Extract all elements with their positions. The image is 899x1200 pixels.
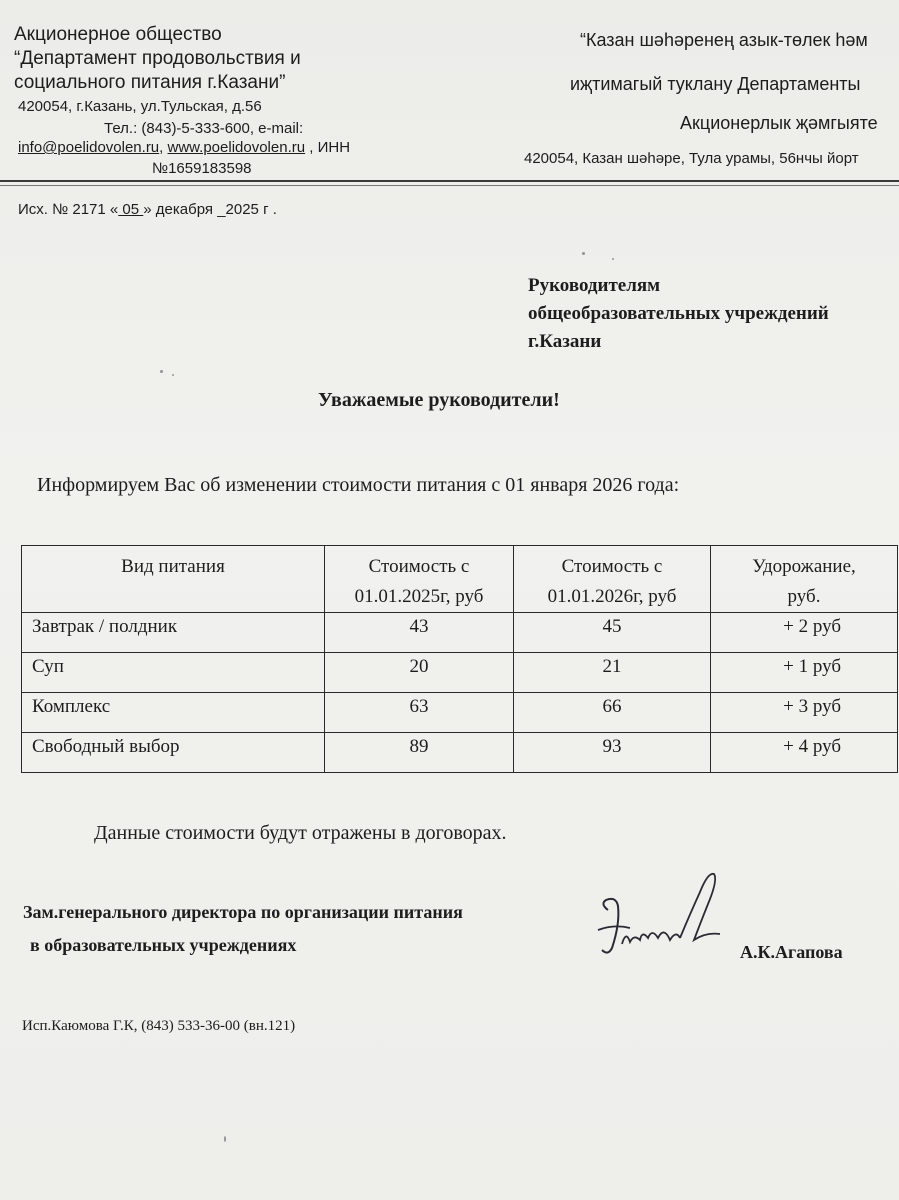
table-header-cell — [22, 546, 325, 613]
executor-contact: Исп.Каюмова Г.К, (843) 533-36-00 (вн.121) — [22, 1018, 296, 1034]
increase-cell: + 4 руб — [711, 733, 898, 773]
inn-label: , ИНН — [305, 139, 351, 156]
org-name-tatar-line3: Акционерлык җәмгыяте — [680, 113, 878, 133]
website-link[interactable]: www.poelidovolen.ru — [167, 139, 306, 156]
new-price-cell: 66 — [514, 693, 711, 733]
org-name-tatar-line2: иҗтимагый туклану Департаменты — [570, 74, 861, 94]
logo-fragment — [32, 0, 76, 10]
price-table — [21, 545, 898, 773]
note-text: Данные стоимости будут отражены в договорах. — [94, 822, 507, 844]
new-price-cell: 93 — [514, 733, 711, 773]
addressee-line1: Руководителям — [528, 275, 661, 296]
handwritten-signature — [596, 864, 726, 974]
old-price-cell: 63 — [325, 693, 514, 733]
new-price-cell: 45 — [514, 613, 711, 653]
header-text: Стоимость с — [561, 556, 663, 577]
org-address-tatar: 420054, Казан шәһәре, Тула урамы, 56нчы йорт — [524, 150, 859, 167]
old-price-cell: 43 — [325, 613, 514, 653]
addressee-line3: г.Казани — [528, 331, 602, 352]
email-link[interactable]: info@poelidovolen.ru — [18, 139, 160, 156]
org-name-tatar-line1: “Казан шәһәренең азык-төлек һәм — [580, 30, 868, 50]
meal-type-cell: Свободный выбор — [22, 733, 325, 773]
paper-speck — [160, 370, 163, 373]
header-text: Вид питания — [121, 556, 225, 577]
header-text: Стоимость с — [368, 556, 470, 577]
paper-speck — [172, 374, 174, 376]
increase-cell: + 3 руб — [711, 693, 898, 733]
paper-speck — [582, 252, 585, 255]
table-row — [22, 693, 898, 733]
org-phone: Тел.: (843)-5-333-600, e-mail: — [104, 120, 304, 137]
new-price-cell: 21 — [514, 653, 711, 693]
signatory-name: А.К.Агапова — [740, 942, 843, 962]
increase-cell: + 1 руб — [711, 653, 898, 693]
outgoing-number — [18, 201, 277, 218]
addressee — [528, 272, 829, 356]
table-row — [22, 613, 898, 653]
outgoing-suffix: » декабря _2025 г . — [143, 201, 277, 218]
org-address: 420054, г.Казань, ул.Тульская, д.56 — [18, 98, 262, 115]
old-price-cell: 20 — [325, 653, 514, 693]
table-header-row — [22, 546, 898, 613]
outgoing-day: 05 — [118, 201, 144, 218]
contacts-separator: , — [159, 139, 168, 156]
table-header-cell — [514, 546, 711, 613]
increase-cell: + 2 руб — [711, 613, 898, 653]
header-text: руб. — [787, 586, 821, 607]
header-text: Удорожание, — [752, 556, 856, 577]
table-header-cell — [711, 546, 898, 613]
header-text: 01.01.2025г, руб — [354, 586, 484, 607]
meal-type-cell: Завтрак / полдник — [22, 613, 325, 653]
paper-speck — [224, 1136, 226, 1142]
signatory-title-line2: в образовательных учреждениях — [30, 935, 297, 955]
header-divider — [0, 180, 899, 182]
greeting: Уважаемые руководители! — [318, 389, 560, 411]
table-header-cell — [325, 546, 514, 613]
org-name-line3: социального питания г.Казани” — [14, 72, 286, 93]
meal-type-cell: Комплекс — [22, 693, 325, 733]
outgoing-prefix: Исх. № 2171 « — [18, 201, 119, 218]
addressee-line2: общеобразовательных учреждений — [528, 303, 829, 324]
meal-type-cell: Суп — [22, 653, 325, 693]
header-text: 01.01.2026г, руб — [547, 586, 677, 607]
org-name-line1: Акционерное общество — [14, 24, 222, 45]
inn-number: №1659183598 — [152, 160, 252, 177]
table-row — [22, 733, 898, 773]
paper-speck — [612, 258, 614, 260]
table-row — [22, 653, 898, 693]
org-name-line2: “Департамент продовольствия и — [14, 48, 301, 69]
old-price-cell: 89 — [325, 733, 514, 773]
intro-text: Информируем Вас об изменении стоимости питания с 01 января 2026 года: — [37, 474, 680, 496]
org-contacts — [18, 139, 350, 156]
header-divider-thin — [0, 185, 899, 186]
signatory-title-line1: Зам.генерального директора по организации питания — [23, 902, 463, 922]
